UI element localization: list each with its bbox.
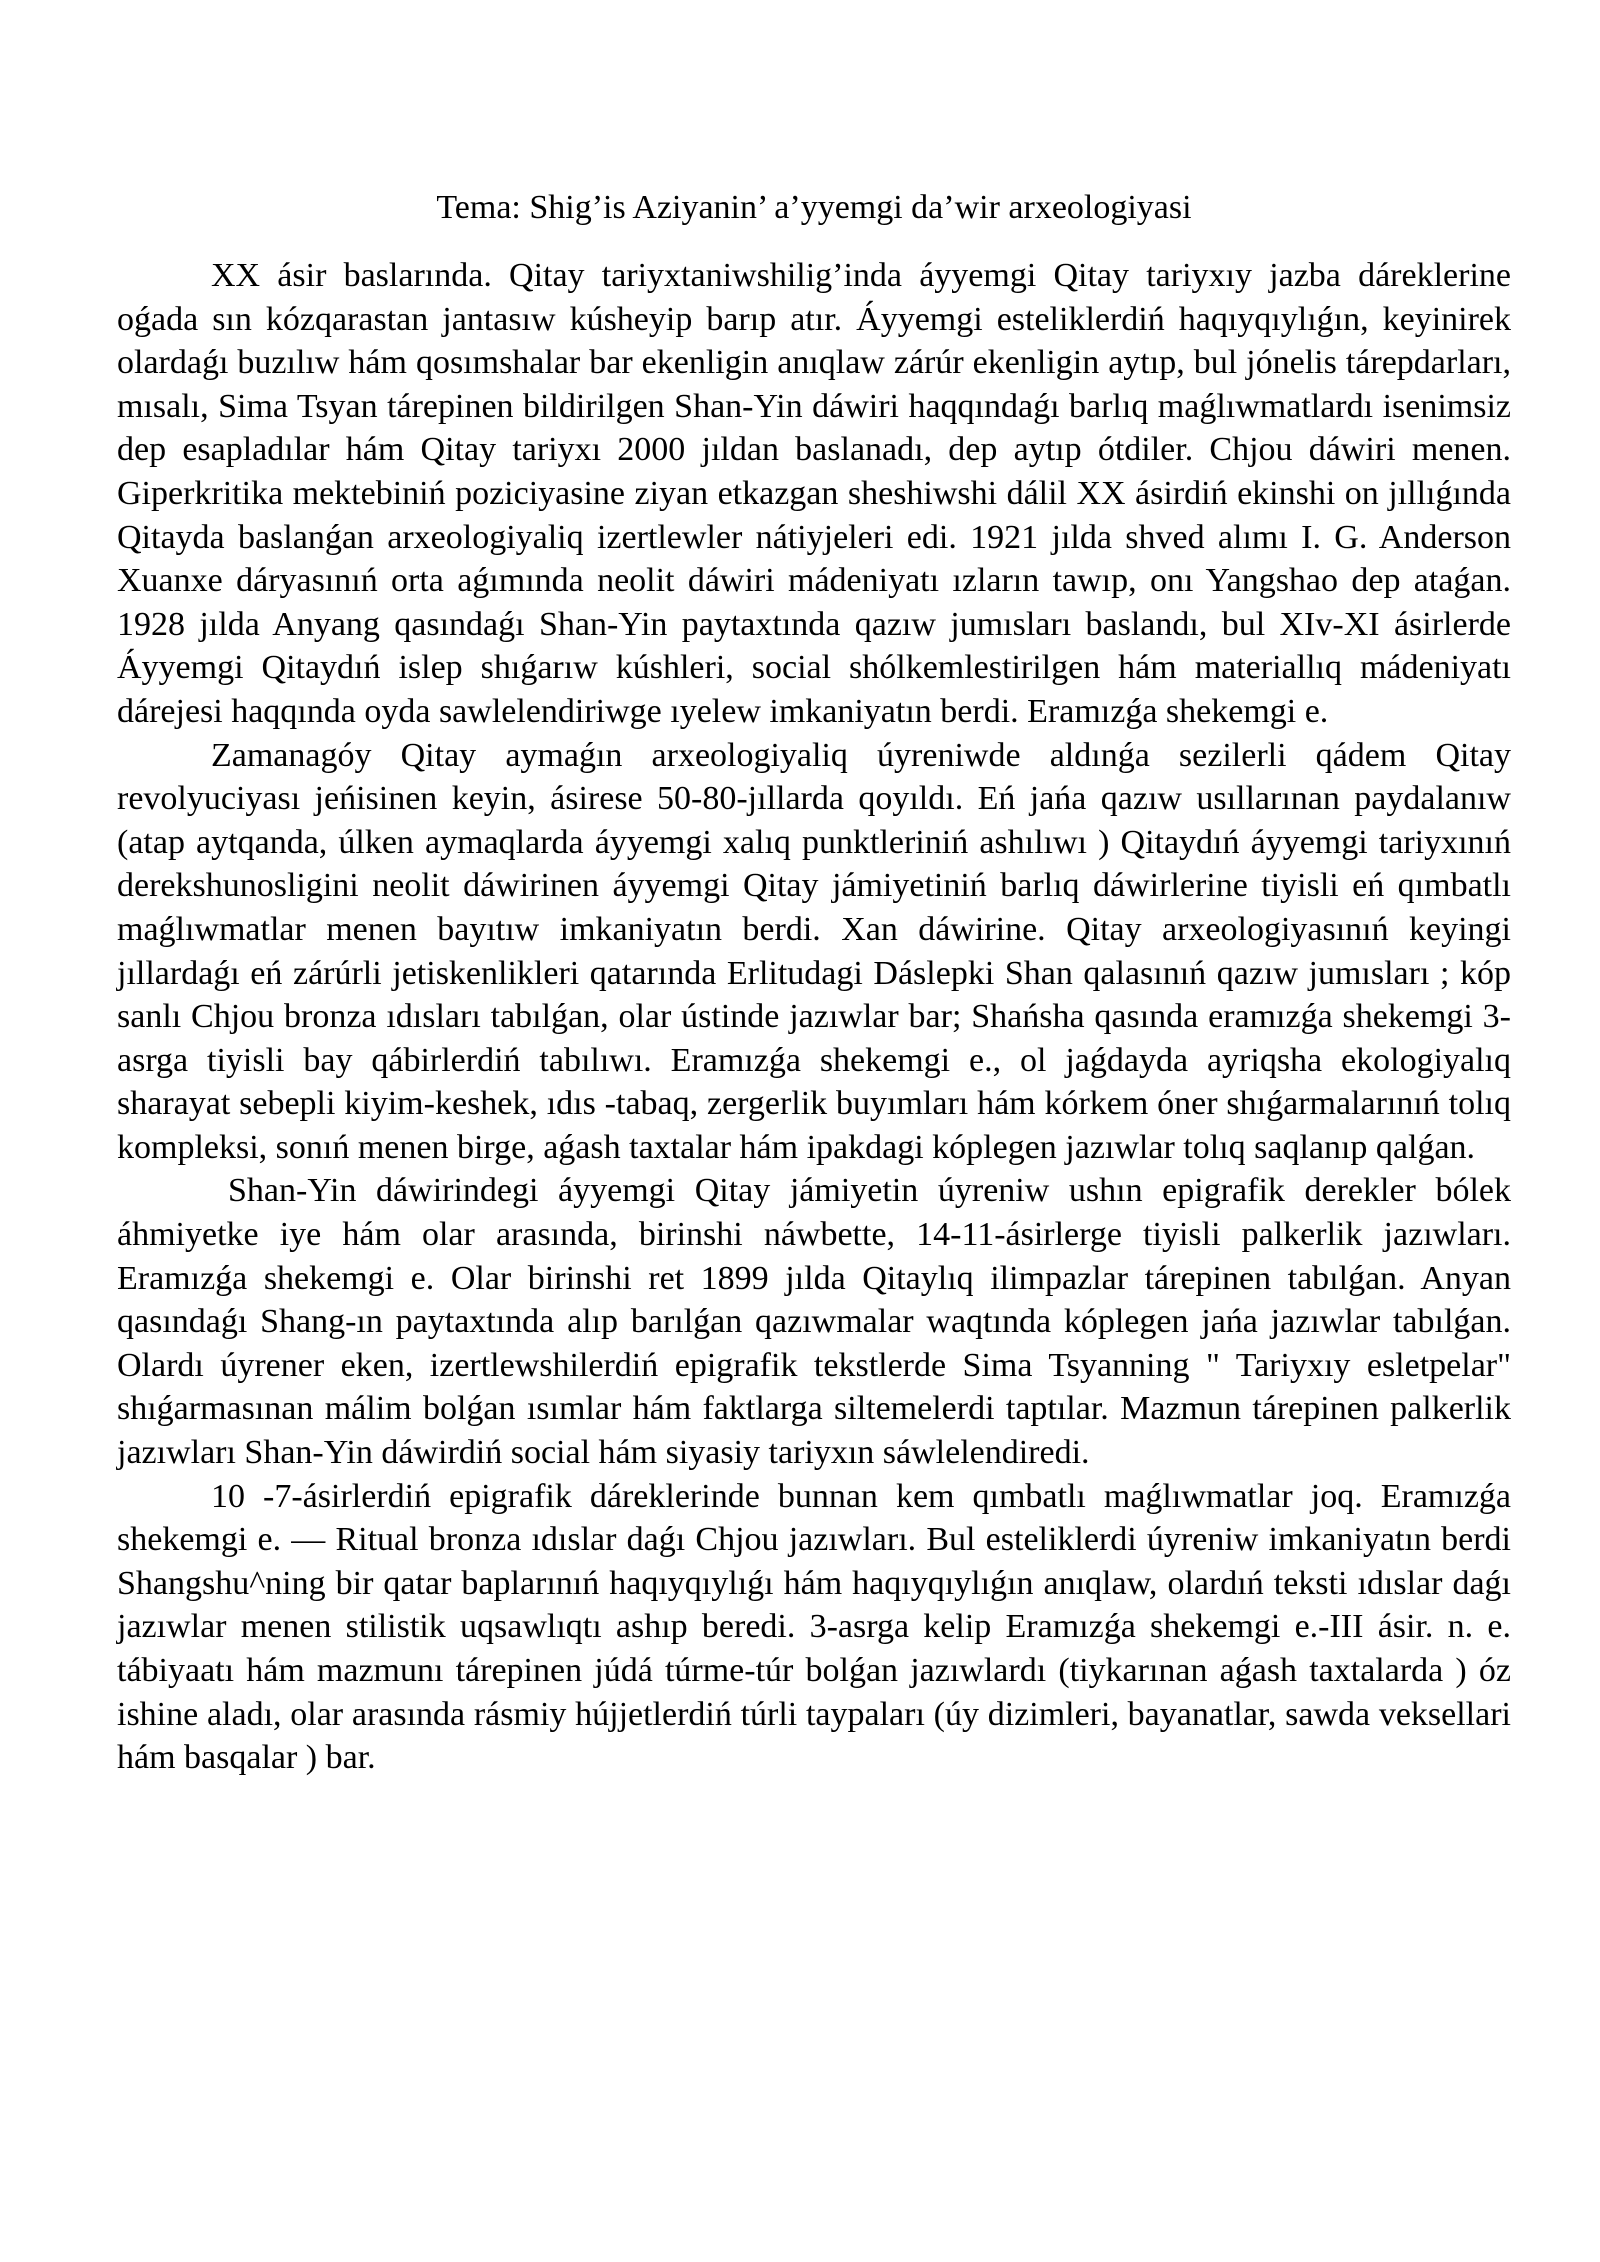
paragraph-2: Zamanagóy Qitay aymaǵın arxeologiyaliq úyreniwde aldınǵa sezilerli qádem Qitay revolyuciyası jeńisinen keyin, ásirese 50-80-jıllarda qoyıldı. Eń jańa qazıw usıllarınan paydalanıw (atap aytqanda, úlken aymaqlarda áyyemgi xalıq punktleriniń ashılıwı ) Qitaydıń áyyemgi tariyxınıń derekshunosligini neolit dáwirinen áyyemgi Qitay jámiyetiniń barlıq dáwirlerine tiyisli eń qımbatlı maǵlıwmatlar menen bayıtıw imkaniyatın berdi. Xan dáwirine. Qitay arxeologiyasınıń keyingi jıllardaǵı eń zárúrli jetiskenlikleri qatarında Erlitudagi Dáslepki Shan qalasınıń qazıw jumısları ; kóp sanlı Chjou bronza ıdısları tabılǵan, olar ústinde jazıwlar bar; Shańsha qasında eramızǵa shekemgi 3-asrga tiyisli bay qábirlerdiń tabılıwı. Eramızǵa shekemgi e., ol jaǵdayda ayriqsha ekologiyalıq sharayat sebepli kiyim-keshek, ıdıs -tabaq, zergerlik buyımları hám kórkem óner shıǵarmalarınıń tolıq kompleksi, sonıń menen birge, aǵash taxtalar hám ipakdagi kóplegen jazıwlar tolıq saqlanıp qalǵan. (117, 736, 1511, 1166)
document-page (117, 186, 1511, 1780)
paragraph-4: 10 -7-ásirlerdiń epigrafik dáreklerinde bunnan kem qımbatlı maǵlıwmatlar joq. Eramızǵa shekemgi e. — Ritual bronza ıdıslar daǵı Chjou jazıwları. Bul esteliklerdi úyreniw imkaniyatın berdi Shangshu^ning bir qatar baplarınıń haqıyqıylıǵı hám haqıyqıylıǵın anıqlaw, olardıń teksti ıdıslar daǵı jazıwlar menen stilistik uqsawlıqtı ashıp beredi. 3-asrga kelip Eramızǵa shekemgi e.-III ásir. n. e. tábiyaatı hám mazmunı tárepinen júdá túrme-túr bolǵan jazıwlardı (tiykarınan aǵash taxtalarda ) óz ishine aladı, olar arasında rásmiy hújjetlerdiń túrli taypaları (úy dizimleri, bayanatlar, sawda veksellari hám basqalar ) bar. (117, 1477, 1511, 1777)
paragraph-3: Shan-Yin dáwirindegi áyyemgi Qitay jámiyetin úyreniw ushın epigrafik derekler bólek áhmiyetke iye hám olar arasında, birinshi náwbette, 14-11-ásirlerge tiyisli palkerlik jazıwları. Eramızǵa shekemgi e. Olar birinshi ret 1899 jılda Qitaylıq ilimpazlar tárepinen tabılǵan. Anyan qasındaǵı Shang-ın paytaxtında alıp barılǵan qazıwmalar waqtında kóplegen jańa jazıwlar tabılǵan. Olardı úyrener eken, izertlewshilerdiń epigrafik tekstlerde Sima Tsyanning " Tariyxıy esletpelar" shıǵarmasınan málim bolǵan ısımlar hám faktlarga siltemelerdi taptılar. Mazmun tárepinen palkerlik jazıwları Shan-Yin dáwirdiń social hám siyasiy tariyxın sáwlelendiredi. (117, 1172, 1511, 1472)
document-title: Tema: Shig’is Aziyanin’ a’yyemgi da’wir arxeologiyasi (436, 189, 1192, 226)
paragraph-1: XX ásir baslarında. Qitay tariyxtaniwshilig’inda áyyemgi Qitay tariyxıy jazba dáreklerine oǵada sın kózqarastan jantasıw kúsheyip barıp atır. Áyyemgi esteliklerdiń haqıyqıylıǵın, keyinirek olardaǵı buzılıw hám qosımshalar bar ekenligin anıqlaw zárúr ekenligin aytıp, bul jónelis tárepdarları, mısalı, Sima Tsyan tárepinen bildirilgen Shan-Yin dáwiri haqqındaǵı barlıq maǵlıwmatlardı isenimsiz dep esapladılar hám Qitay tariyxı 2000 jıldan baslanadı, dep aytıp ótdiler. Chjou dáwiri menen. Giperkritika mektebiniń poziciyasine ziyan etkazgan sheshiwshi dálil XX ásirdiń ekinshi on jıllıǵında Qitayda baslanǵan arxeologiyaliq izertlewler nátiyjeleri edi. 1921 jılda shved alımı I. G. Anderson Xuanxe dáryasınıń orta aǵımında neolit dáwiri mádeniyatı ızların tawıp, onı Yangshao dep ataǵan. 1928 jılda Anyang qasındaǵı Shan-Yin paytaxtında qazıw jumısları baslandı, bul XIv-XI ásirlerde Áyyemgi Qitaydıń islep shıǵarıw kúshleri, social shólkemlestirilgen hám materiallıq mádeniyatı dárejesi haqqında oyda sawlelendiriwge ıyelew imkaniyatın berdi. Eramızǵa shekemgi e. (117, 257, 1511, 730)
